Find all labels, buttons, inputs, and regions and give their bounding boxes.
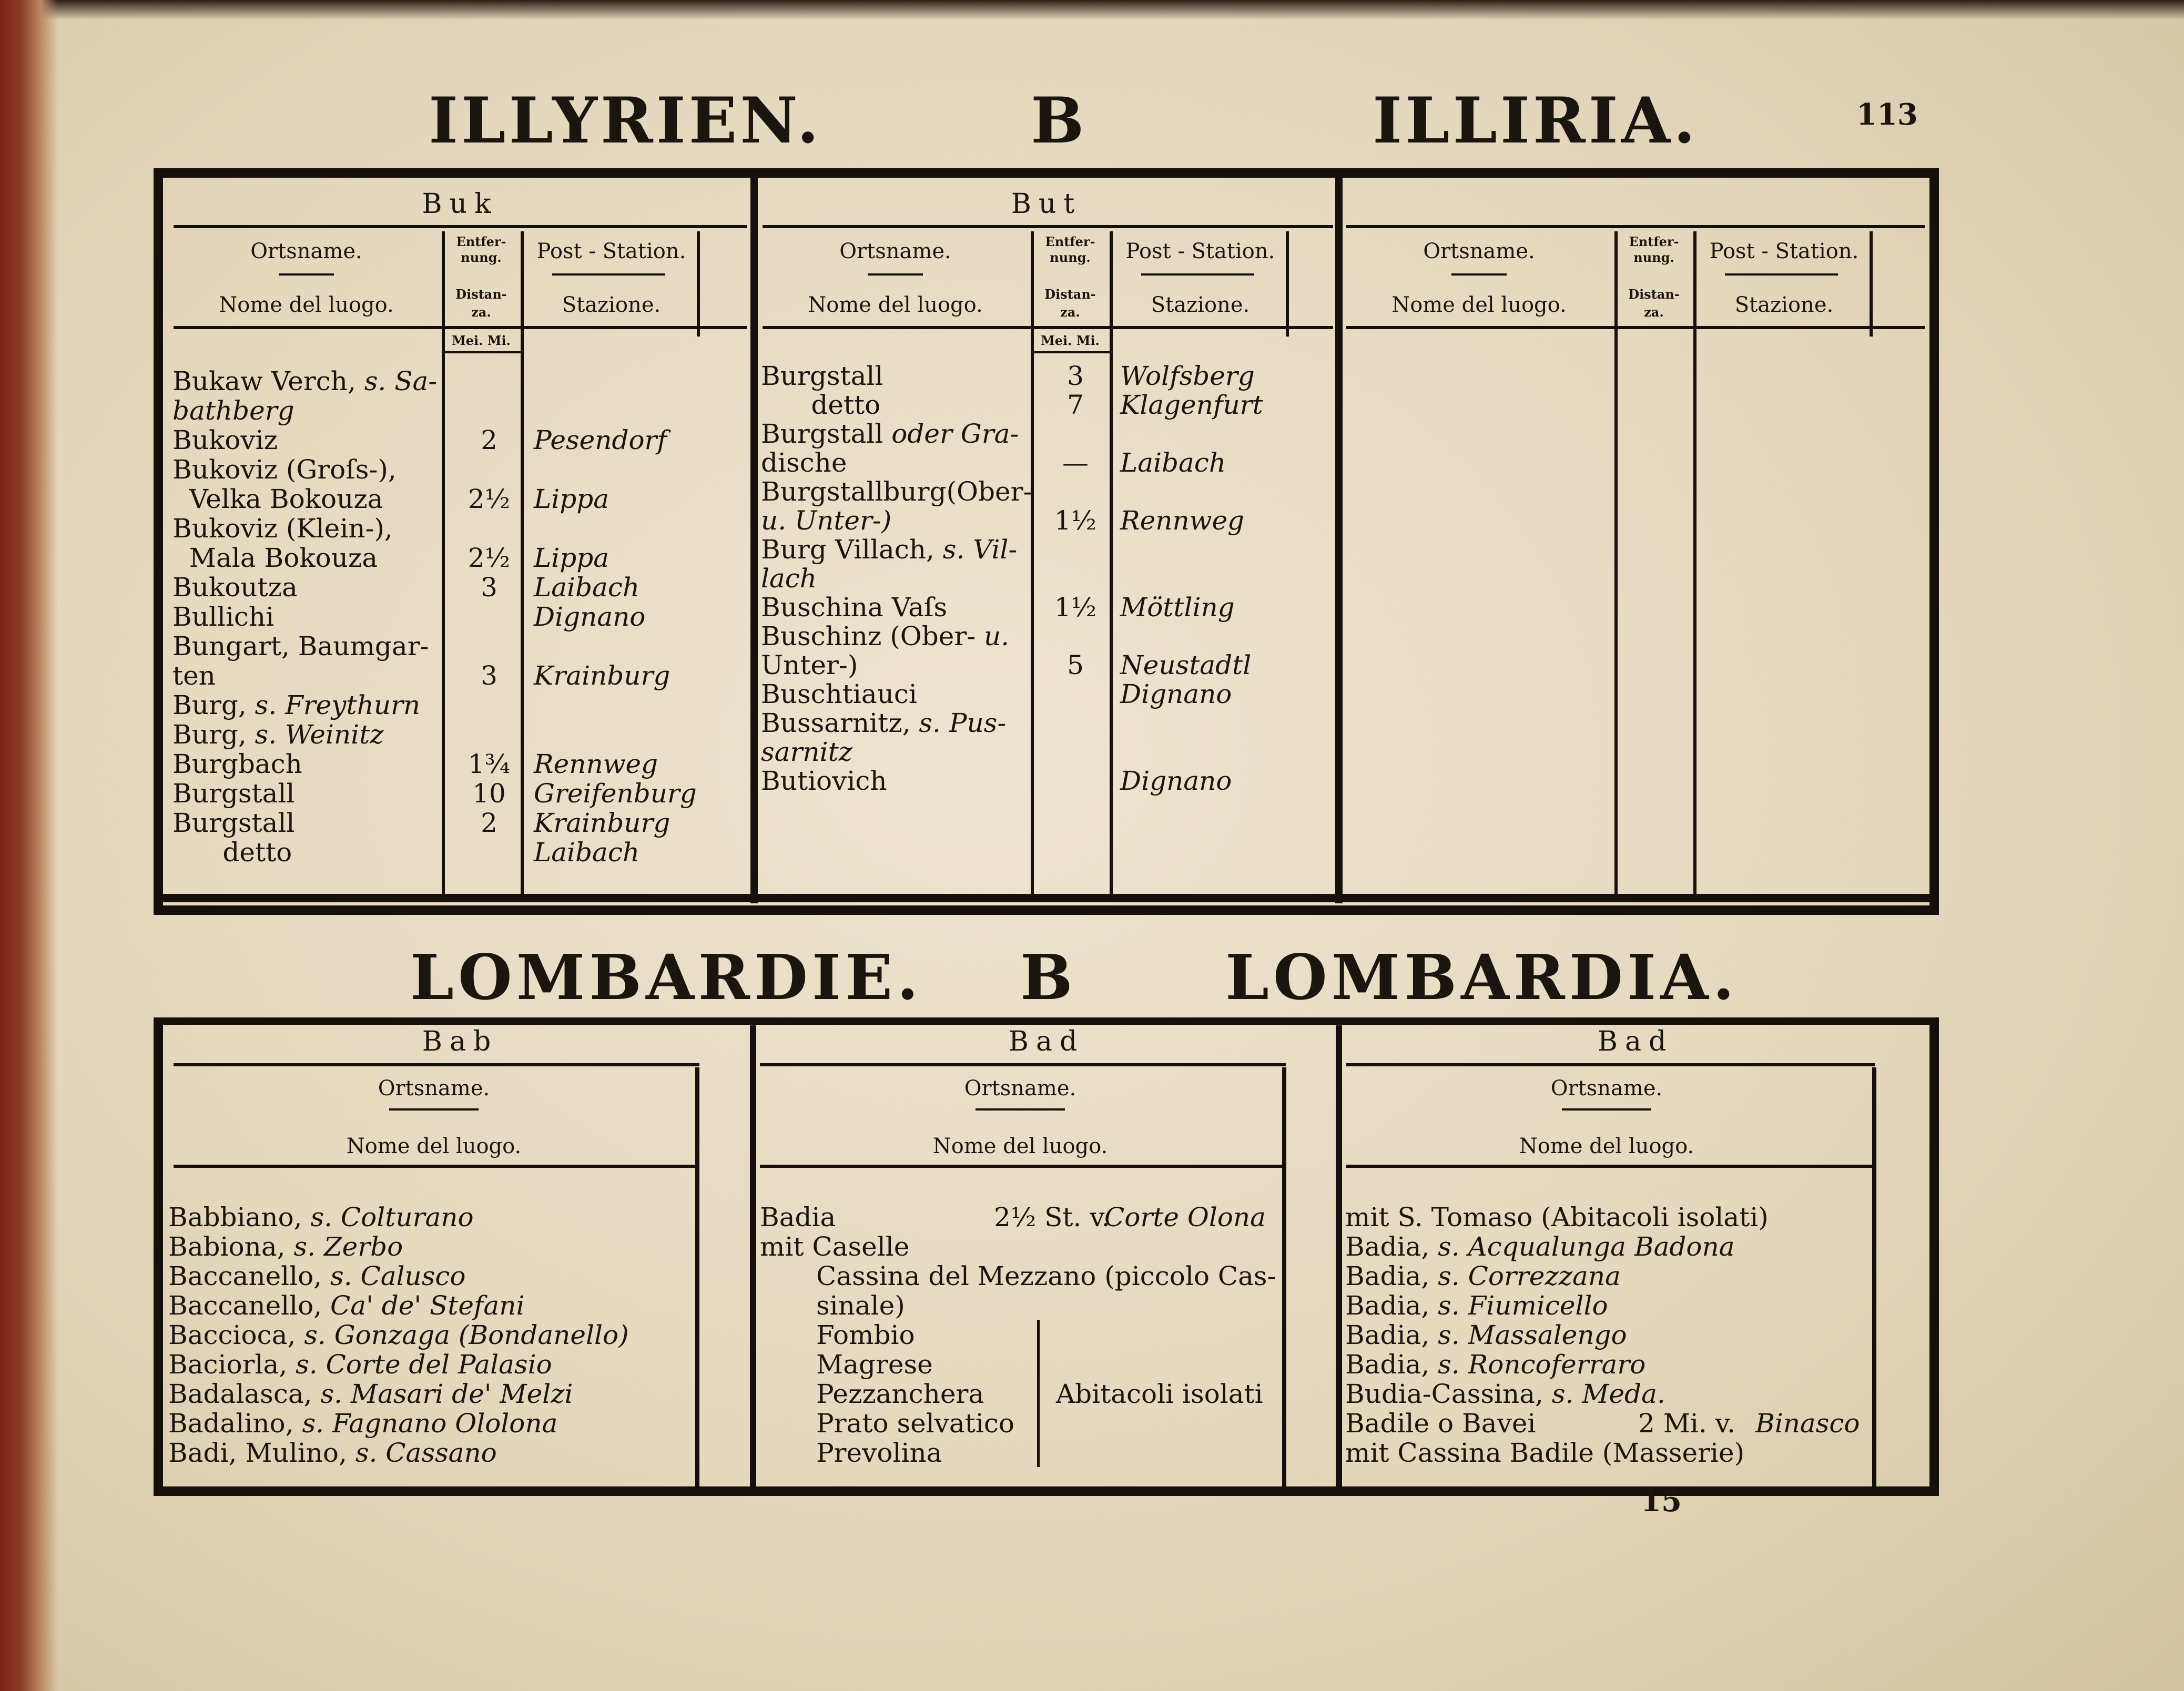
but-entry: [761, 363, 883, 389]
stazione-label-2: Stazione.: [1734, 293, 1834, 317]
entry-name: Badi, Mulino,: [168, 1438, 355, 1468]
col-title-buk: Buk: [422, 188, 499, 220]
lomb-ortsname-rule-2: [1562, 1108, 1651, 1111]
entry-name: Burg,: [172, 690, 255, 720]
stazione-rule-2: [1725, 273, 1838, 276]
nung-label-0: nung.: [461, 250, 502, 265]
entry-name: Badia,: [1345, 1261, 1438, 1291]
entry-reference: u.: [984, 621, 1010, 651]
post-label-2: Post - Station.: [1709, 239, 1859, 263]
entry-reference: u. Unter-): [761, 505, 892, 536]
but-station: Möttling: [1120, 592, 1235, 623]
but-distance: 3: [1067, 361, 1084, 391]
unit-label-0: Mei. Mi.: [452, 333, 511, 348]
bad2-entry: [1345, 1381, 1665, 1407]
entry-reference: s. Corte del Palasio: [296, 1349, 552, 1380]
entry-name: Budia-Cassina,: [1345, 1379, 1552, 1409]
buk-station: Laibach: [534, 837, 640, 868]
lombardy-divider-1: [750, 1025, 756, 1488]
stazione-rule-1: [1141, 273, 1254, 276]
entry-name: Butiovich: [761, 766, 887, 796]
bad2-entry: [1345, 1351, 1645, 1378]
badia-name: Badia: [760, 1202, 836, 1232]
unit-label-1: Mei. Mi.: [1041, 333, 1100, 348]
lomb-heading-rule-2: [1346, 1165, 1872, 1168]
entry-name: Baccioca,: [168, 1320, 304, 1350]
bad2-entry: [1345, 1440, 1744, 1466]
but-entry: [761, 392, 880, 418]
entry-name: Bungart, Baumgar-: [172, 631, 429, 661]
entry-name: Velka Bokouza: [172, 484, 383, 514]
entry-name: ten: [172, 660, 216, 691]
entry-reference: s. Masari de' Melzi: [320, 1379, 573, 1409]
hamlet-item: Prevolina: [816, 1438, 942, 1468]
entry-reference: s. Cassano: [355, 1438, 497, 1468]
lomb-ortsname-1: Ortsname.: [964, 1076, 1076, 1101]
but-entry: [761, 739, 852, 765]
head-rule-c-1: [1286, 231, 1289, 337]
but-entry: [761, 478, 1032, 505]
col-title-but: But: [1011, 188, 1082, 220]
buk-entry: [172, 780, 294, 807]
entry-name: Badia,: [1345, 1349, 1438, 1380]
distan-label-2: Distan-: [1628, 287, 1680, 302]
but-entry: [761, 507, 891, 534]
entry-reference: sarnitz: [761, 737, 852, 767]
bad2-entry: [1345, 1322, 1627, 1348]
nung-label-1: nung.: [1050, 250, 1091, 265]
hamlet-item: Magrese: [816, 1349, 933, 1380]
entry-reference: Ca' de' Stefani: [330, 1290, 525, 1321]
entry-reference: s. Freythurn: [255, 690, 421, 720]
ortsname-rule-2: [1451, 273, 1507, 276]
head-rule-b-0: [521, 231, 524, 894]
but-distance: 1½: [1054, 592, 1097, 623]
but-station: Laibach: [1120, 447, 1226, 478]
badia-caselle: mit Caselle: [760, 1231, 910, 1262]
lomb-nome-2: Nome del luogo.: [1519, 1134, 1694, 1158]
lomb-heading-rule-1: [760, 1165, 1286, 1168]
lomb-title-rule-2: [760, 1063, 1286, 1066]
buk-station: Krainburg: [534, 808, 671, 838]
but-entry: [761, 768, 887, 794]
entfer-label-0: Entfer-: [456, 234, 506, 249]
entry-name: Badia,: [1345, 1290, 1438, 1321]
ortsname-rule-0: [279, 273, 334, 276]
entry-name: detto: [172, 837, 292, 868]
bad2-entry: [1345, 1204, 1769, 1230]
lomb-ortsname-rule-0: [389, 1108, 479, 1111]
buk-entry: [172, 810, 294, 836]
entry-reference: s. Calusco: [330, 1261, 466, 1291]
buk-entry: [172, 604, 274, 630]
badia-distance: 2½ St. v.: [994, 1202, 1110, 1232]
buk-entry: [172, 368, 437, 394]
entry-name: dische: [761, 447, 847, 478]
entry-name: Burg Villach,: [761, 534, 943, 565]
entry-name: Mala Bokouza: [172, 543, 378, 573]
but-station: Wolfsberg: [1120, 361, 1255, 391]
buk-station: Lippa: [534, 484, 610, 514]
buk-entry: [172, 692, 420, 718]
but-entry: [761, 565, 817, 592]
nome-label-1: Nome del luogo.: [808, 293, 983, 317]
but-distance: 1½: [1054, 505, 1097, 536]
entry-name: Badalasca,: [168, 1379, 321, 1409]
hamlet-item: Prato selvatico: [816, 1408, 1014, 1439]
buk-entry: [172, 515, 393, 542]
entry-name: Burgstall: [761, 419, 892, 449]
but-station: Dignano: [1120, 679, 1232, 709]
lombardy-header-right: LOMBARDIA.: [1225, 941, 1739, 1014]
stazione-rule-0: [552, 273, 665, 276]
lomb-nome-1: Nome del luogo.: [932, 1134, 1108, 1158]
buk-entry: [172, 721, 384, 748]
buk-distance: 1¾: [468, 749, 511, 779]
za-label-0: za.: [471, 304, 491, 320]
entry-name: Babbiano,: [168, 1202, 311, 1232]
but-entry: [761, 623, 1009, 649]
entry-name: Burgstallburg(Ober-: [761, 476, 1032, 507]
lombardy-inner-rule-3: [1872, 1067, 1876, 1488]
entry-reference: s. Fiumicello: [1438, 1290, 1608, 1321]
entry-name: Burg,: [172, 719, 255, 750]
entry-name: Babiona,: [168, 1231, 294, 1262]
entry-reference: lach: [761, 563, 817, 594]
entry-name: Badia,: [1345, 1320, 1438, 1350]
hamlet-bracket-line: [1037, 1320, 1040, 1467]
ortsname-label-0: Ortsname.: [250, 239, 362, 263]
nome-label-2: Nome del luogo.: [1391, 293, 1567, 317]
entry-reference: s. Roncoferraro: [1438, 1349, 1646, 1380]
head-rule-a-1: [1031, 231, 1034, 894]
buk-distance: 2: [481, 425, 497, 455]
entry-name: Buschinz (Ober-: [761, 621, 984, 651]
entry-reference: s. Acqualunga Badona: [1438, 1231, 1735, 1262]
bab-entry: [168, 1440, 497, 1466]
col-title-bad-1: Bad: [1008, 1026, 1085, 1057]
entry-name: Bukoviz (Groſs-),: [172, 454, 397, 485]
buk-distance: 3: [481, 660, 497, 691]
entry-name: mit S. Tomaso (Abitacoli isolati): [1345, 1202, 1769, 1232]
title-rule-1: [174, 225, 747, 228]
entry-name: Buschtiauci: [761, 679, 917, 709]
entry-name: Bukaw Verch,: [172, 366, 364, 396]
lombardy-header-center: B: [1020, 941, 1077, 1014]
but-station: Klagenfurt: [1120, 390, 1263, 420]
entry-reference: bathberg: [172, 395, 294, 426]
entfer-label-1: Entfer-: [1045, 234, 1095, 249]
but-distance: 7: [1067, 390, 1084, 420]
buk-entry: [172, 633, 429, 659]
entry-name: Burgstall: [172, 778, 295, 809]
buk-station: Lippa: [534, 543, 610, 573]
but-entry: [761, 681, 917, 707]
but-entry: [761, 592, 948, 623]
but-entry: [761, 536, 1017, 563]
distan-label-1: Distan-: [1044, 287, 1096, 302]
illyria-divider-1: [750, 178, 758, 903]
signature-mark: 15: [1641, 1484, 1682, 1519]
entry-reference: s. Correzzana: [1438, 1261, 1621, 1291]
buk-station: Krainburg: [534, 660, 671, 691]
buk-station: Laibach: [534, 572, 640, 603]
buk-distance: 3: [481, 572, 497, 603]
entry-name: Bussarnitz,: [761, 708, 919, 738]
entry-reference: s. Fagnano Ololona: [302, 1408, 558, 1439]
post-label-1: Post - Station.: [1125, 239, 1275, 263]
lombardy-header-left: LOMBARDIE.: [410, 941, 923, 1014]
entry-reference: s. Sa-: [364, 366, 438, 396]
za-label-1: za.: [1060, 304, 1080, 320]
bad2-entry: [1345, 1410, 1536, 1437]
page-top-shadow: [0, 0, 2184, 20]
bab-entry: [168, 1410, 557, 1437]
entry-reference: s. Meda.: [1551, 1379, 1665, 1409]
header-right: ILLIRIA.: [1373, 84, 1699, 158]
entry-reference: s. Massalengo: [1438, 1320, 1627, 1350]
lombardy-divider-2: [1336, 1025, 1342, 1488]
lomb-ortsname-2: Ortsname.: [1550, 1076, 1663, 1101]
entry-name: Baccanello,: [168, 1261, 331, 1291]
head-rule-c-0: [697, 231, 700, 337]
buk-distance: 2½: [468, 484, 511, 514]
page-number: 113: [1856, 97, 1918, 132]
bavei-place: Binasco: [1755, 1408, 1860, 1439]
but-distance: —: [1062, 447, 1089, 478]
lomb-title-rule-1: [174, 1063, 699, 1066]
entry-name: Badia,: [1345, 1231, 1438, 1262]
header-center: B: [1031, 84, 1088, 158]
but-distance: 5: [1067, 650, 1084, 680]
distan-label-0: Distan-: [455, 287, 507, 302]
entry-reference: s. Vil-: [942, 534, 1018, 565]
buk-station: Rennweg: [534, 749, 658, 779]
book-spine: [0, 0, 58, 1691]
but-station: Neustadtl: [1120, 650, 1252, 680]
entry-reference: s. Zerbo: [293, 1231, 403, 1262]
buk-distance: 2½: [468, 543, 511, 573]
buk-entry: [172, 572, 298, 603]
entry-name: Badile o Bavei: [1345, 1408, 1536, 1439]
abitacoli-label: Abitacoli isolati: [1056, 1379, 1263, 1409]
bavei-distance: 2 Mi. v.: [1638, 1408, 1735, 1439]
illyria-divider-2: [1335, 178, 1343, 903]
nome-label-0: Nome del luogo.: [219, 293, 394, 317]
entry-name: Baciorla,: [168, 1349, 296, 1380]
lombardy-top-rule: [163, 894, 1930, 902]
entry-name: detto: [761, 390, 881, 420]
head-rule-a-0: [442, 231, 445, 894]
entry-name: Burgstall: [172, 808, 295, 838]
lombardy-inner-rule-2: [1282, 1067, 1286, 1488]
heading-rule-2: [1346, 326, 1925, 329]
entry-reference: s. Colturano: [310, 1202, 474, 1232]
nung-label-2: nung.: [1633, 250, 1674, 265]
buk-station: Dignano: [534, 602, 646, 632]
but-entry: [761, 447, 847, 478]
za-label-2: za.: [1644, 304, 1664, 320]
entry-name: Bukoviz: [172, 425, 278, 455]
title-rule-3: [1346, 225, 1925, 228]
buk-entry: [172, 660, 216, 691]
col-title-bab: Bab: [422, 1026, 499, 1057]
entry-name: Bukoviz (Klein-),: [172, 513, 393, 544]
lomb-title-rule-3: [1346, 1063, 1875, 1066]
buk-distance: 10: [472, 778, 506, 809]
buk-entry: [172, 486, 383, 512]
bad2-entry: [1345, 1231, 1735, 1262]
entry-name: mit Cassina Badile (Masserie): [1345, 1438, 1745, 1468]
entry-reference: s. Weinitz: [255, 719, 384, 750]
lombardy-inner-rule-1: [695, 1067, 699, 1488]
bad2-entry: [1345, 1292, 1608, 1319]
entry-reference: oder Gra-: [891, 419, 1019, 449]
hamlet-item: Fombio: [816, 1320, 915, 1350]
ortsname-label-2: Ortsname.: [1423, 239, 1535, 263]
head-rule-b-2: [1693, 231, 1697, 894]
buk-entry: [172, 545, 378, 571]
but-entry: [761, 710, 1006, 736]
stazione-label-0: Stazione.: [562, 293, 661, 317]
col-title-bad-2: Bad: [1597, 1026, 1674, 1057]
entry-name: Bukoutza: [172, 572, 298, 603]
entry-name: Burgstall: [761, 361, 883, 391]
badia-place: Corte Olona: [1104, 1202, 1266, 1232]
entry-name: Unter-): [761, 650, 858, 680]
head-rule-a-2: [1614, 231, 1618, 894]
illyria-table-frame: [154, 168, 1939, 915]
buk-entry: [172, 427, 278, 453]
heading-rule-1: [763, 326, 1333, 329]
head-rule-c-2: [1870, 231, 1873, 337]
hamlet-item: Pezzanchera: [816, 1379, 984, 1409]
bab-entry: [168, 1231, 403, 1262]
buk-entry: [172, 395, 294, 426]
badia-cassina: Cassina del Mezzano (piccolo Cas-: [816, 1261, 1276, 1291]
entry-reference: s. Pus-: [919, 708, 1007, 738]
badia-sinale: sinale): [816, 1290, 905, 1321]
buk-entry: [172, 837, 292, 868]
header-left: ILLYRIEN.: [429, 84, 822, 158]
buk-station: Pesendorf: [534, 425, 667, 455]
title-rule-2: [763, 225, 1333, 228]
lomb-nome-0: Nome del luogo.: [346, 1134, 522, 1158]
stazione-label-1: Stazione.: [1151, 293, 1250, 317]
entry-name: Buschina Vaſs: [761, 592, 948, 623]
but-station: Dignano: [1120, 766, 1232, 796]
bab-entry: [168, 1381, 573, 1407]
bad2-entry: [1345, 1263, 1621, 1289]
buk-station: Greifenburg: [534, 778, 697, 809]
head-rule-b-1: [1110, 231, 1113, 894]
lomb-heading-rule-0: [174, 1165, 699, 1168]
entfer-label-2: Entfer-: [1629, 234, 1679, 249]
entry-name: Baccanello,: [168, 1290, 331, 1321]
bab-entry: [168, 1292, 524, 1319]
buk-entry: [172, 456, 397, 483]
bab-entry: [168, 1204, 474, 1230]
bab-entry: [168, 1263, 466, 1289]
bab-entry: [168, 1322, 629, 1348]
entry-name: Bullichi: [172, 602, 275, 632]
unit-rule-0: [442, 351, 521, 353]
entry-reference: s. Gonzaga (Bondanello): [304, 1320, 629, 1350]
ortsname-label-1: Ortsname.: [839, 239, 951, 263]
but-entry: [761, 421, 1019, 447]
lomb-ortsname-0: Ortsname.: [378, 1076, 490, 1101]
buk-entry: [172, 751, 302, 777]
heading-rule-0: [174, 326, 747, 329]
bab-entry: [168, 1351, 552, 1378]
but-entry: [761, 652, 858, 678]
unit-rule-1: [1031, 351, 1110, 353]
entry-name: Burgbach: [172, 749, 302, 779]
ortsname-rule-1: [868, 273, 923, 276]
but-station: Rennweg: [1120, 505, 1245, 536]
buk-distance: 2: [481, 808, 497, 838]
entry-name: Badalino,: [168, 1408, 302, 1439]
post-label-0: Post - Station.: [536, 239, 686, 263]
lomb-ortsname-rule-1: [976, 1108, 1065, 1111]
